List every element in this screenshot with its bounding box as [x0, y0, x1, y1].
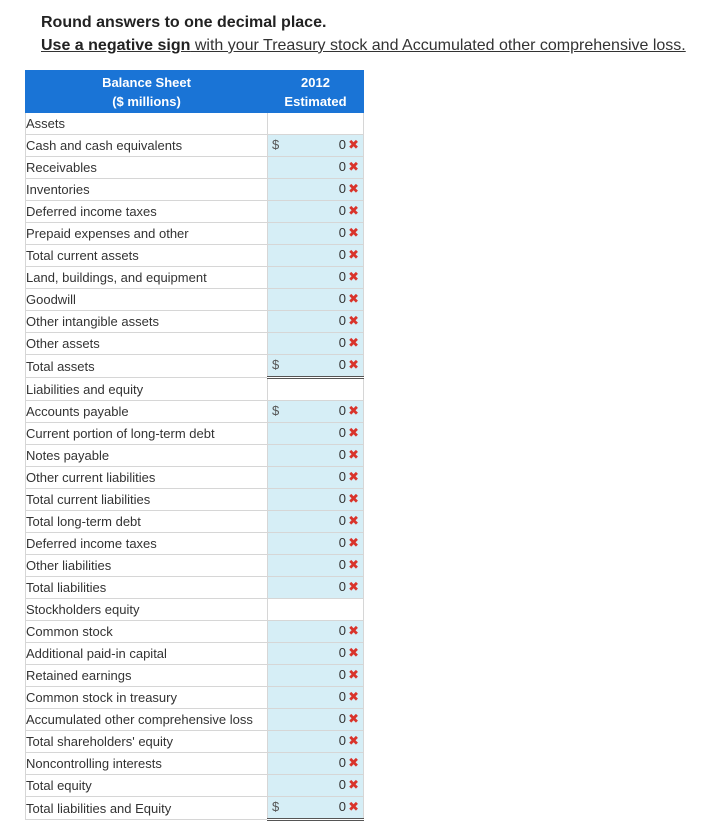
row-label: Notes payable — [26, 445, 268, 467]
answer-value[interactable]: 0 — [338, 469, 346, 484]
header-year-cell — [268, 71, 364, 113]
answer-input-cell[interactable] — [268, 775, 364, 797]
table-row — [26, 577, 364, 599]
answer-value[interactable]: 0 — [338, 755, 346, 770]
incorrect-icon: ✖ — [348, 645, 359, 660]
section-header-row — [26, 599, 364, 621]
empty-cell — [268, 378, 364, 401]
table-row — [26, 731, 364, 753]
answer-input-cell[interactable] — [268, 401, 364, 423]
incorrect-icon: ✖ — [348, 313, 359, 328]
row-label: Total current assets — [26, 245, 268, 267]
row-label: Deferred income taxes — [26, 533, 268, 555]
answer-value[interactable]: 0 — [338, 203, 346, 218]
incorrect-icon: ✖ — [348, 623, 359, 638]
answer-value[interactable]: 0 — [338, 447, 346, 462]
table-row — [26, 201, 364, 223]
table-row — [26, 555, 364, 577]
incorrect-icon: ✖ — [348, 579, 359, 594]
answer-value[interactable]: 0 — [338, 777, 346, 792]
answer-input-cell[interactable] — [268, 267, 364, 289]
header-units: ($ millions) — [112, 93, 181, 109]
empty-cell — [268, 113, 364, 135]
row-label: Other liabilities — [26, 555, 268, 577]
table-row — [26, 533, 364, 555]
header-year: 2012 — [301, 74, 330, 90]
incorrect-icon: ✖ — [348, 513, 359, 528]
answer-input-cell[interactable] — [268, 621, 364, 643]
answer-value[interactable]: 0 — [338, 137, 346, 152]
answer-value[interactable]: 0 — [338, 357, 346, 372]
answer-input-cell[interactable] — [268, 643, 364, 665]
answer-input-cell[interactable] — [268, 511, 364, 533]
table-row — [26, 289, 364, 311]
incorrect-icon: ✖ — [348, 491, 359, 506]
row-label: Total long-term debt — [26, 511, 268, 533]
answer-input-cell[interactable] — [268, 489, 364, 511]
table-row — [26, 401, 364, 423]
instruction-emphasis: Use a negative sign — [41, 37, 191, 54]
incorrect-icon: ✖ — [348, 137, 359, 152]
answer-value[interactable]: 0 — [338, 335, 346, 350]
row-label: Current portion of long-term debt — [26, 423, 268, 445]
instruction-negative-sign — [41, 34, 686, 57]
incorrect-icon: ✖ — [348, 733, 359, 748]
incorrect-icon: ✖ — [348, 181, 359, 196]
answer-value[interactable]: 0 — [338, 313, 346, 328]
row-label: Liabilities and equity — [26, 378, 268, 401]
answer-input-cell[interactable] — [268, 201, 364, 223]
incorrect-icon: ✖ — [348, 225, 359, 240]
row-label: Total liabilities — [26, 577, 268, 599]
table-row — [26, 621, 364, 643]
incorrect-icon: ✖ — [348, 711, 359, 726]
row-label: Goodwill — [26, 289, 268, 311]
row-label: Cash and cash equivalents — [26, 135, 268, 157]
answer-input-cell[interactable] — [268, 533, 364, 555]
instruction-detail: with your Treasury stock and Accumulated other comprehensive loss. — [190, 37, 686, 54]
table-row — [26, 245, 364, 267]
table-row — [26, 267, 364, 289]
row-label: Retained earnings — [26, 665, 268, 687]
table-row — [26, 135, 364, 157]
answer-value[interactable]: 0 — [338, 491, 346, 506]
answer-input-cell[interactable] — [268, 423, 364, 445]
answer-value[interactable]: 0 — [338, 291, 346, 306]
incorrect-icon: ✖ — [348, 799, 359, 814]
row-label: Total equity — [26, 775, 268, 797]
table-row — [26, 709, 364, 731]
answer-value[interactable]: 0 — [338, 159, 346, 174]
answer-value[interactable]: 0 — [338, 513, 346, 528]
table-row — [26, 355, 364, 378]
empty-cell — [268, 599, 364, 621]
incorrect-icon: ✖ — [348, 247, 359, 262]
answer-input-cell[interactable] — [268, 245, 364, 267]
row-label: Total shareholders' equity — [26, 731, 268, 753]
header-label-cell — [26, 71, 268, 113]
answer-value[interactable]: 0 — [338, 403, 346, 418]
answer-input-cell[interactable] — [268, 223, 364, 245]
table-row — [26, 643, 364, 665]
header-estimated: Estimated — [284, 93, 347, 109]
row-label: Total current liabilities — [26, 489, 268, 511]
table-row — [26, 775, 364, 797]
row-label: Other current liabilities — [26, 467, 268, 489]
currency-symbol: $ — [272, 357, 280, 372]
answer-value[interactable]: 0 — [338, 799, 346, 814]
row-label: Prepaid expenses and other — [26, 223, 268, 245]
answer-input-cell[interactable] — [268, 311, 364, 333]
incorrect-icon: ✖ — [348, 269, 359, 284]
table-row — [26, 157, 364, 179]
table-row — [26, 467, 364, 489]
answer-input-cell[interactable] — [268, 731, 364, 753]
answer-value[interactable]: 0 — [338, 225, 346, 240]
table-header-row — [26, 71, 364, 113]
table-row — [26, 311, 364, 333]
table-row — [26, 489, 364, 511]
table-row — [26, 753, 364, 775]
answer-input-cell[interactable] — [268, 753, 364, 775]
table-row — [26, 423, 364, 445]
currency-symbol: $ — [272, 137, 280, 152]
answer-value[interactable]: 0 — [338, 689, 346, 704]
row-label: Common stock in treasury — [26, 687, 268, 709]
answer-value[interactable]: 0 — [338, 645, 346, 660]
section-header-row — [26, 378, 364, 401]
incorrect-icon: ✖ — [348, 335, 359, 350]
answer-value[interactable]: 0 — [338, 425, 346, 440]
incorrect-icon: ✖ — [348, 667, 359, 682]
row-label: Receivables — [26, 157, 268, 179]
table-row — [26, 687, 364, 709]
table-row — [26, 333, 364, 355]
incorrect-icon: ✖ — [348, 203, 359, 218]
answer-input-cell[interactable] — [268, 445, 364, 467]
row-label: Noncontrolling interests — [26, 753, 268, 775]
answer-input-cell[interactable] — [268, 709, 364, 731]
table-row — [26, 179, 364, 201]
answer-input-cell[interactable] — [268, 355, 364, 378]
answer-value[interactable]: 0 — [338, 535, 346, 550]
incorrect-icon: ✖ — [348, 469, 359, 484]
incorrect-icon: ✖ — [348, 689, 359, 704]
answer-value[interactable]: 0 — [338, 181, 346, 196]
answer-value[interactable]: 0 — [338, 247, 346, 262]
balance-sheet-table — [25, 70, 364, 821]
table-row — [26, 665, 364, 687]
answer-input-cell[interactable] — [268, 157, 364, 179]
table-row — [26, 445, 364, 467]
currency-symbol: $ — [272, 799, 280, 814]
row-label: Common stock — [26, 621, 268, 643]
answer-value[interactable]: 0 — [338, 667, 346, 682]
row-label: Stockholders equity — [26, 599, 268, 621]
answer-input-cell[interactable] — [268, 797, 364, 820]
answer-input-cell[interactable] — [268, 467, 364, 489]
incorrect-icon: ✖ — [348, 777, 359, 792]
row-label: Inventories — [26, 179, 268, 201]
row-label: Additional paid-in capital — [26, 643, 268, 665]
row-label: Total liabilities and Equity — [26, 797, 268, 820]
table-row — [26, 511, 364, 533]
answer-value[interactable]: 0 — [338, 733, 346, 748]
row-label: Other intangible assets — [26, 311, 268, 333]
row-label: Other assets — [26, 333, 268, 355]
table-row — [26, 797, 364, 820]
answer-value[interactable]: 0 — [338, 557, 346, 572]
header-title: Balance Sheet — [102, 74, 191, 90]
answer-value[interactable]: 0 — [338, 711, 346, 726]
incorrect-icon: ✖ — [348, 425, 359, 440]
incorrect-icon: ✖ — [348, 357, 359, 372]
answer-input-cell[interactable] — [268, 179, 364, 201]
table-body — [26, 113, 364, 820]
answer-input-cell[interactable] — [268, 135, 364, 157]
incorrect-icon: ✖ — [348, 291, 359, 306]
row-label: Assets — [26, 113, 268, 135]
incorrect-icon: ✖ — [348, 557, 359, 572]
currency-symbol: $ — [272, 403, 280, 418]
row-label: Land, buildings, and equipment — [26, 267, 268, 289]
incorrect-icon: ✖ — [348, 159, 359, 174]
row-label: Total assets — [26, 355, 268, 378]
instruction-rounding: Round answers to one decimal place. — [41, 14, 327, 31]
instructions — [41, 11, 686, 57]
answer-value[interactable]: 0 — [338, 269, 346, 284]
section-header-row — [26, 113, 364, 135]
answer-input-cell[interactable] — [268, 333, 364, 355]
answer-input-cell[interactable] — [268, 555, 364, 577]
incorrect-icon: ✖ — [348, 535, 359, 550]
answer-input-cell[interactable] — [268, 289, 364, 311]
answer-input-cell[interactable] — [268, 577, 364, 599]
answer-value[interactable]: 0 — [338, 623, 346, 638]
row-label: Accounts payable — [26, 401, 268, 423]
row-label: Accumulated other comprehensive loss — [26, 709, 268, 731]
row-label: Deferred income taxes — [26, 201, 268, 223]
incorrect-icon: ✖ — [348, 403, 359, 418]
answer-input-cell[interactable] — [268, 665, 364, 687]
answer-value[interactable]: 0 — [338, 579, 346, 594]
table-row — [26, 223, 364, 245]
answer-input-cell[interactable] — [268, 687, 364, 709]
incorrect-icon: ✖ — [348, 755, 359, 770]
incorrect-icon: ✖ — [348, 447, 359, 462]
